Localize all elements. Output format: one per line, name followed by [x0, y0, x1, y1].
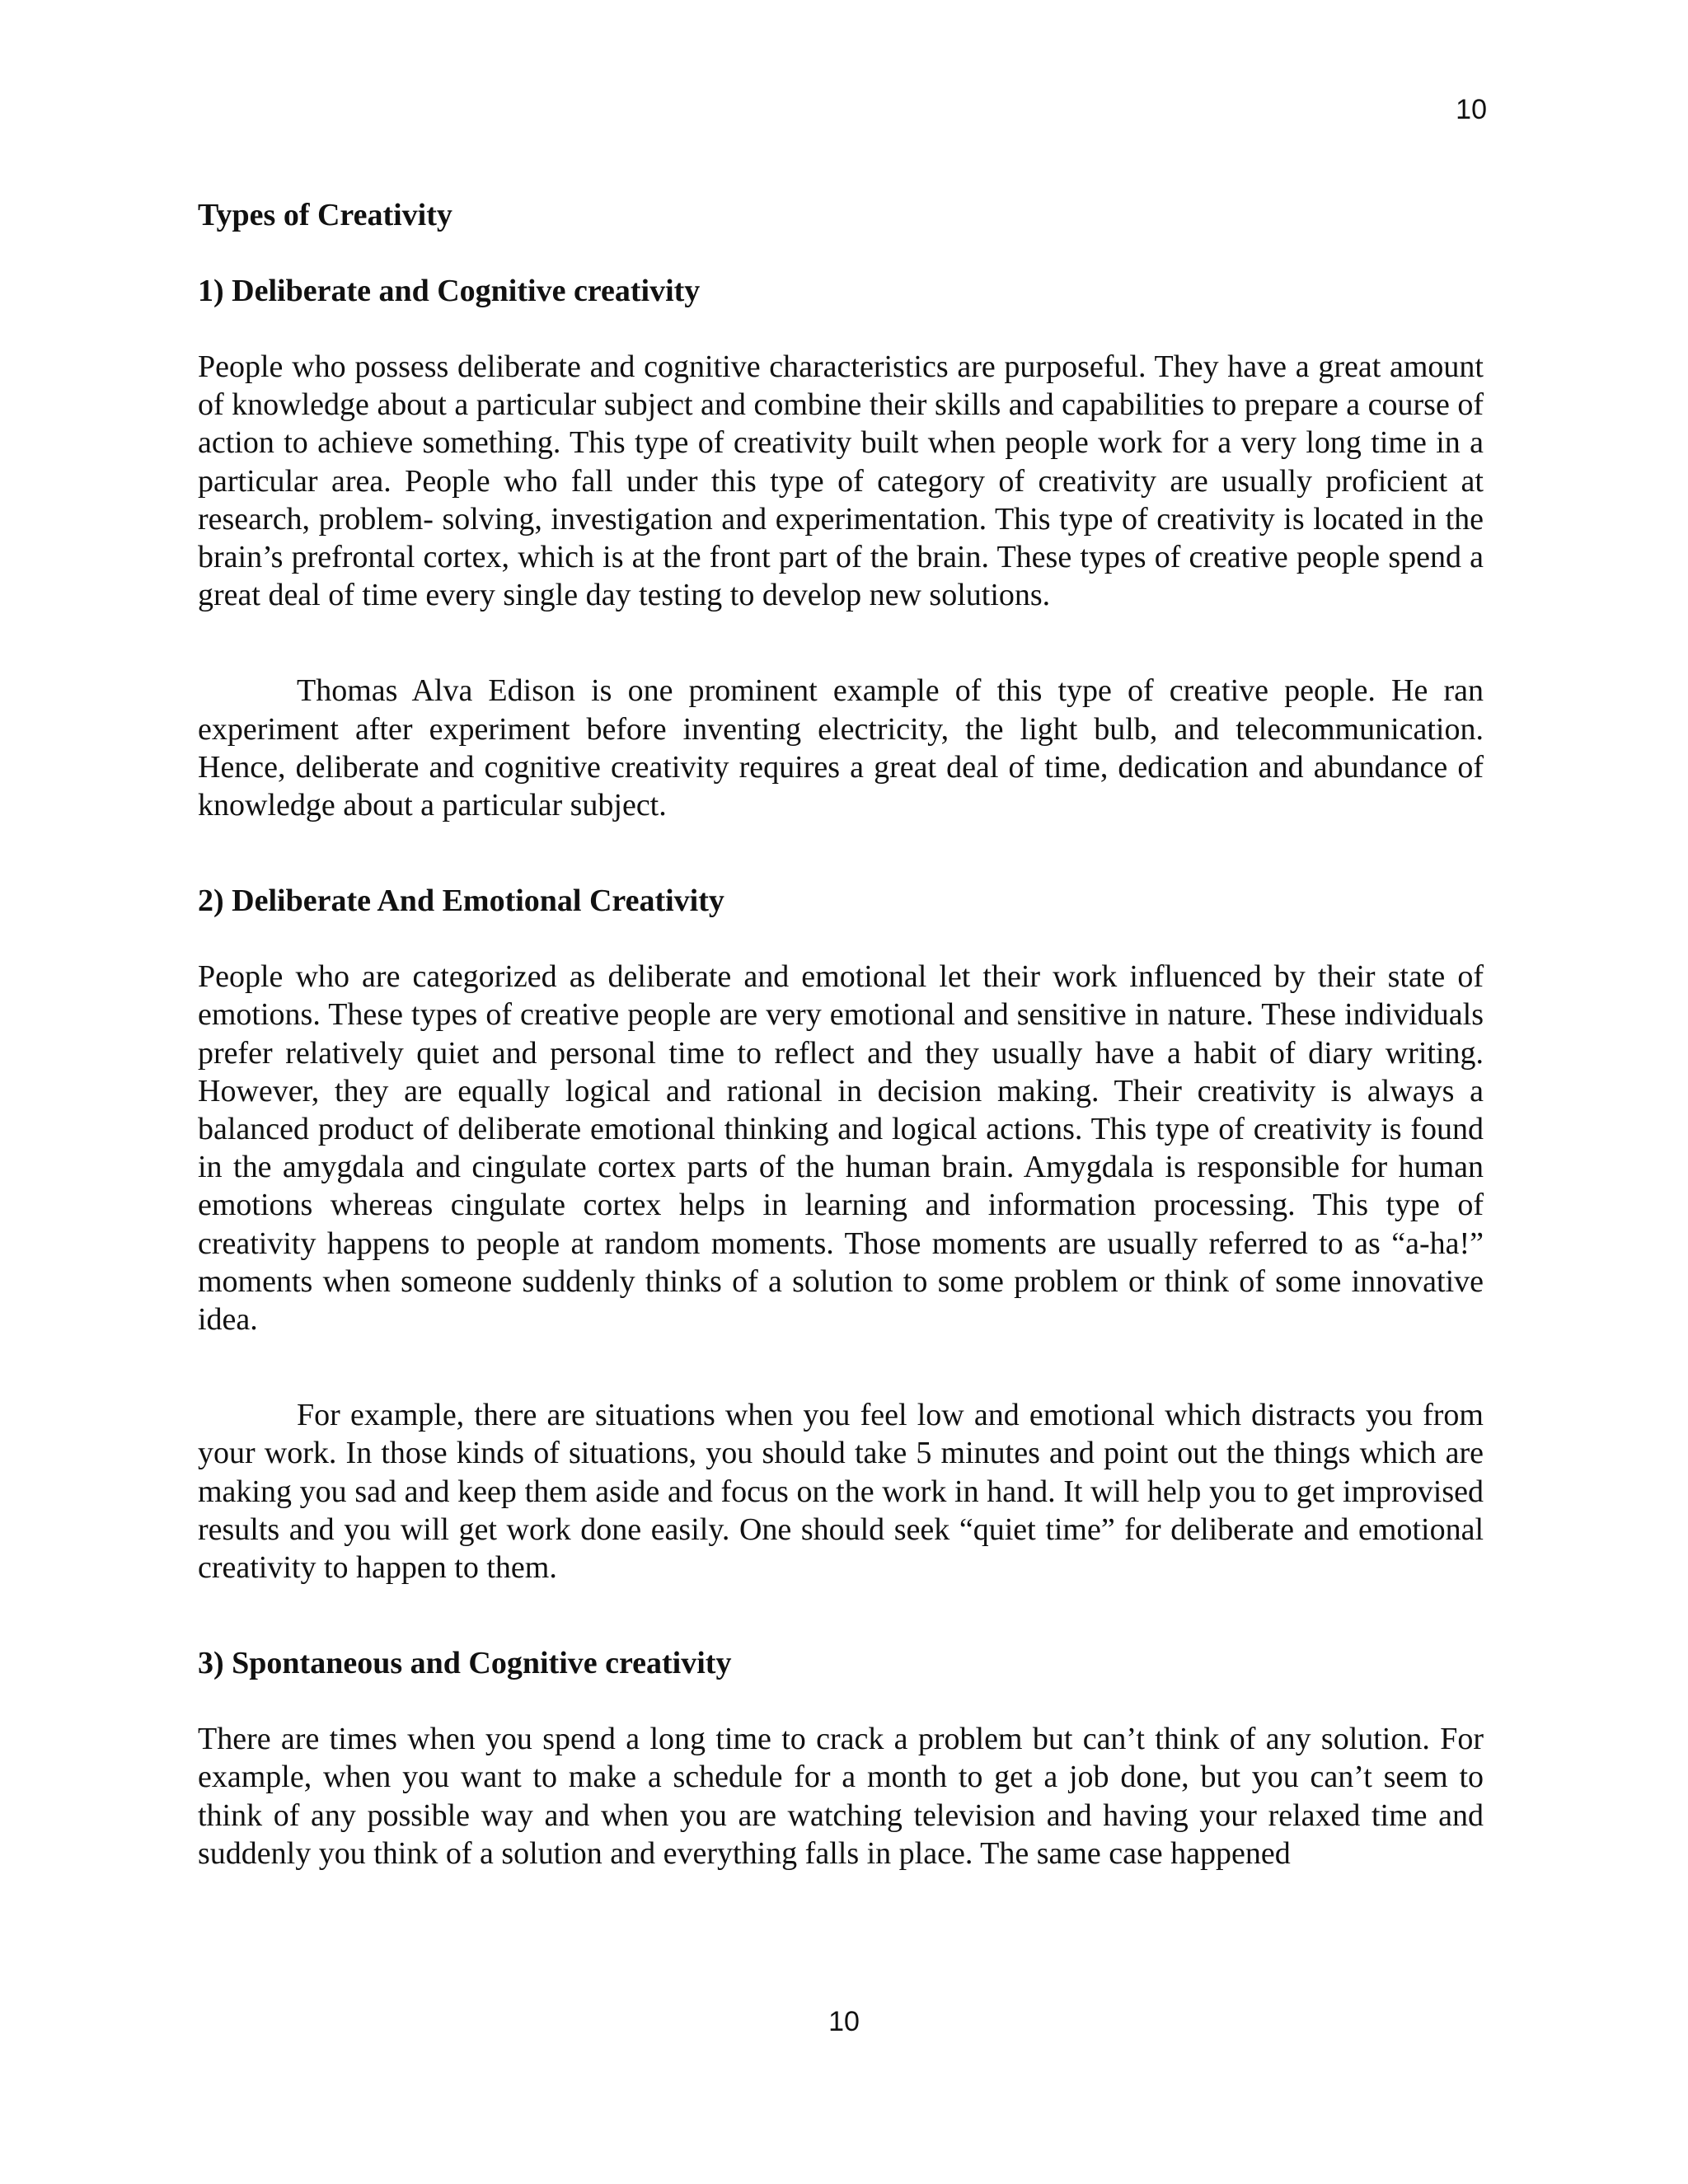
section-heading: 3) Spontaneous and Cognitive creativity	[198, 1646, 732, 1681]
paragraph: People who are categorized as deliberate and emotional let their work influenced by their state of emotions. These types of creative people are very emotional and sensitive in nature. These individuals prefer relatively quiet and personal time to reflect and they usually have a habit of diary writing. However, they are equally logical and rational in decision making. Their creativity is always a balanced product of deliberate emotional thinking and logical actions. This type of creativity is found in the amygdala and cingulate cortex parts of the human brain. Amygdala is responsible for human emotions whereas cingulate cortex helps in learning and information processing. This type of creativity happens to people at random moments. Those moments are usually referred to as “a-ha!” moments when someone suddenly thinks of a solution to some problem or think of some innovative idea.	[198, 959, 1484, 1338]
example-paragraph: Thomas Alva Edison is one prominent example of this type of creative people. He ran experiment after experiment before inventing electricity, the light bulb, and telecommunication. Hence, deliberate and cognitive creativity requires a great deal of time, dedication and abundance of knowledge about a particular subject.	[198, 673, 1484, 823]
page-number-top: 10	[1456, 94, 1487, 125]
example-paragraph: For example, there are situations when you feel low and emotional which distracts you from your work. In those kinds of situations, you should take 5 minutes and point out the things which are making you sad and keep them aside and focus on the work in hand. It will help you to get improvised results and you will get work done easily. One should seek “quiet time” for deliberate and emotional creativity to happen to them.	[198, 1398, 1484, 1586]
section-spontaneous-cognitive	[198, 1644, 1484, 1872]
paragraph: People who possess deliberate and cognitive characteristics are purposeful. They have a great amount of knowledge about a particular subject and combine their skills and capabilities to prepare a course of action to achieve something. This type of creativity built when people work for a very long time in a particular area. People who fall under this type of category of creativity are usually proficient at research, problem- solving, investigation and experimentation. This type of creativity is located in the brain’s prefrontal cortex, which is at the front part of the brain. These types of creative people spend a great deal of time every single day testing to develop new solutions.	[198, 349, 1484, 613]
document-body	[198, 196, 1484, 1872]
section-deliberate-emotional	[198, 882, 1484, 1586]
document-title: Types of Creativity	[198, 198, 452, 232]
section-heading: 1) Deliberate and Cognitive creativity	[198, 274, 701, 308]
page-number-bottom: 10	[828, 2006, 860, 2037]
section-heading: 2) Deliberate And Emotional Creativity	[198, 883, 724, 919]
section-deliberate-cognitive	[198, 272, 1484, 824]
paragraph: There are times when you spend a long time to crack a problem but can’t think of any solution. For example, when you want to make a schedule for a month to get a job done, but you can’t seem to think of any possible way and when you are watching television and having your relaxed time and suddenly you think of a solution and everything falls in place. The same case happened	[198, 1722, 1484, 1871]
